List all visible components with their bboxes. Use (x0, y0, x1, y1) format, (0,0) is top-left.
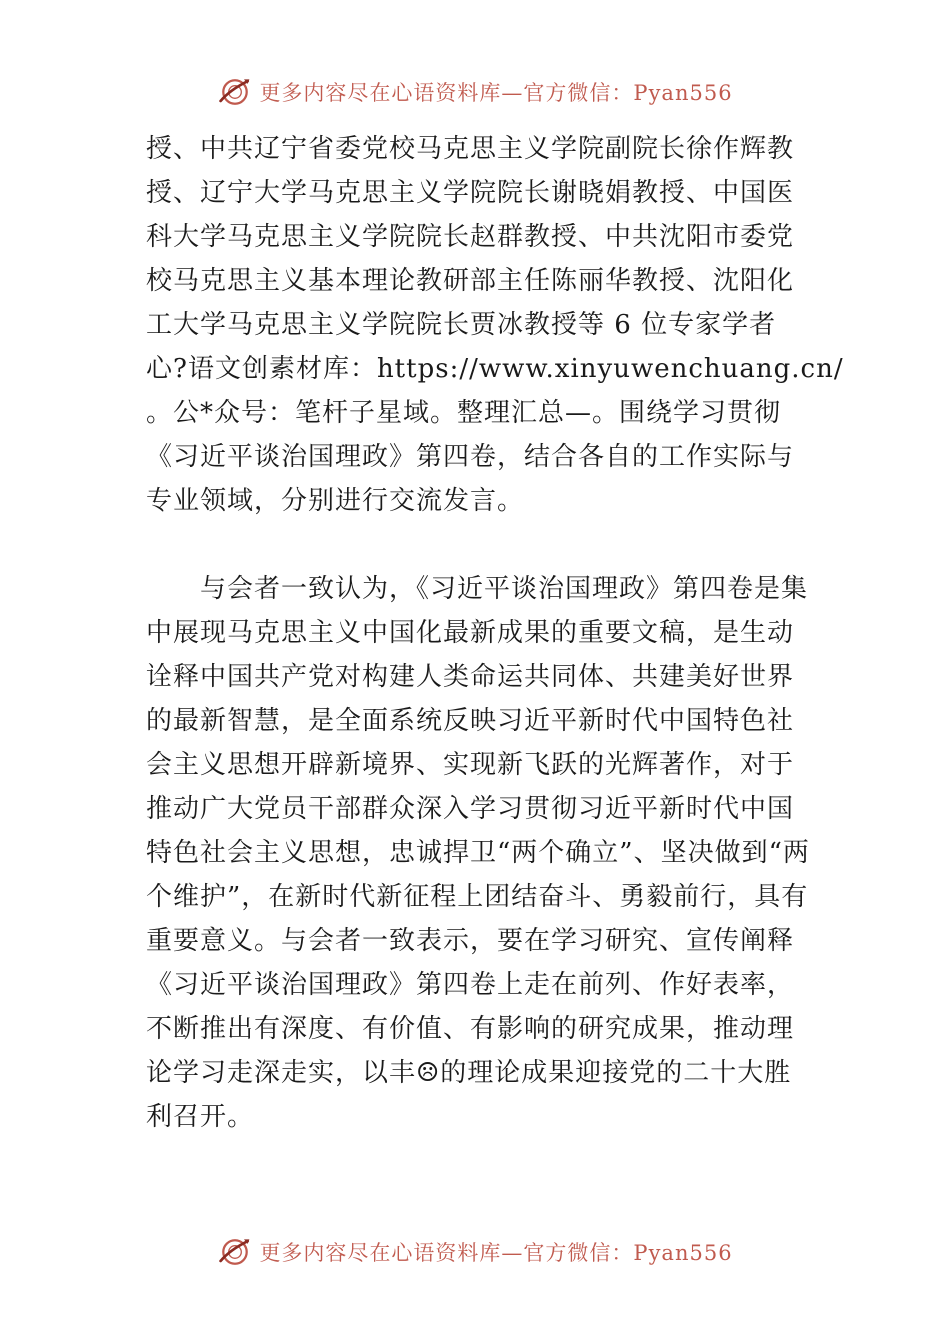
text-line: 校马克思主义基本理论教研部主任陈丽华教授、沈阳化 (146, 266, 795, 296)
logo-icon (217, 74, 253, 110)
text-line: 诠释中国共产党对构建人类命运共同体、共建美好世界 (146, 662, 795, 692)
text-line: 个维护”，在新时代新征程上团结奋斗、勇毅前行，具有 (146, 882, 809, 912)
text-line: 授、中共辽宁省委党校马克思主义学院副院长徐作辉教 (146, 134, 795, 164)
logo-icon (217, 1234, 253, 1270)
text-line: 工大学马克思主义学院院长贾冰教授等 6 位专家学者 (146, 310, 777, 340)
watermark-text: 更多内容尽在心语资料库—官方微信：Pyan556 (259, 81, 733, 105)
text-line: 与会者一致认为，《习近平谈治国理政》第四卷是集 (200, 574, 809, 604)
text-line: 中展现马克思主义中国化最新成果的重要文稿，是生动 (146, 618, 795, 648)
text-line: 特色社会主义思想，忠诚捍卫“两个确立”、坚决做到“两 (146, 838, 810, 868)
text-line: 。公*众号：笔杆子星域。整理汇总—。围绕学习贯彻 (146, 398, 782, 428)
text-line: 论学习走深走实，以丰☹的理论成果迎接党的二十大胜 (146, 1058, 792, 1088)
text-line: 重要意义。与会者一致表示，要在学习研究、宣传阐释 (146, 926, 795, 956)
text-line: 授、辽宁大学马克思主义学院院长谢晓娟教授、中国医 (146, 178, 795, 208)
text-line: 科大学马克思主义学院院长赵群教授、中共沈阳市委党 (146, 222, 795, 252)
text-line: 的最新智慧，是全面系统反映习近平新时代中国特色社 (146, 706, 795, 736)
text-line: 不断推出有深度、有价值、有影响的研究成果，推动理 (146, 1014, 795, 1044)
footer-watermark (0, 1230, 950, 1274)
text-line: 会主义思想开辟新境界、实现新飞跃的光辉著作，对于 (146, 750, 795, 780)
header-watermark (0, 70, 950, 114)
paragraph-gap (146, 523, 806, 567)
document-body (146, 127, 844, 1139)
text-line: 《习近平谈治国理政》第四卷上走在前列、作好表率， (146, 970, 795, 1000)
paragraph (146, 127, 844, 523)
paragraph (146, 567, 810, 1139)
text-line: 推动广大党员干部群众深入学习贯彻习近平新时代中国 (146, 794, 795, 824)
watermark-text: 更多内容尽在心语资料库—官方微信：Pyan556 (259, 1241, 733, 1265)
text-line: 利召开。 (146, 1102, 255, 1132)
text-line: 心?语文创素材库：https://www.xinyuwenchuang.cn/ (146, 354, 844, 384)
text-line: 《习近平谈治国理政》第四卷，结合各自的工作实际与 (146, 442, 795, 472)
text-line: 专业领域，分别进行交流发言。 (146, 486, 525, 516)
